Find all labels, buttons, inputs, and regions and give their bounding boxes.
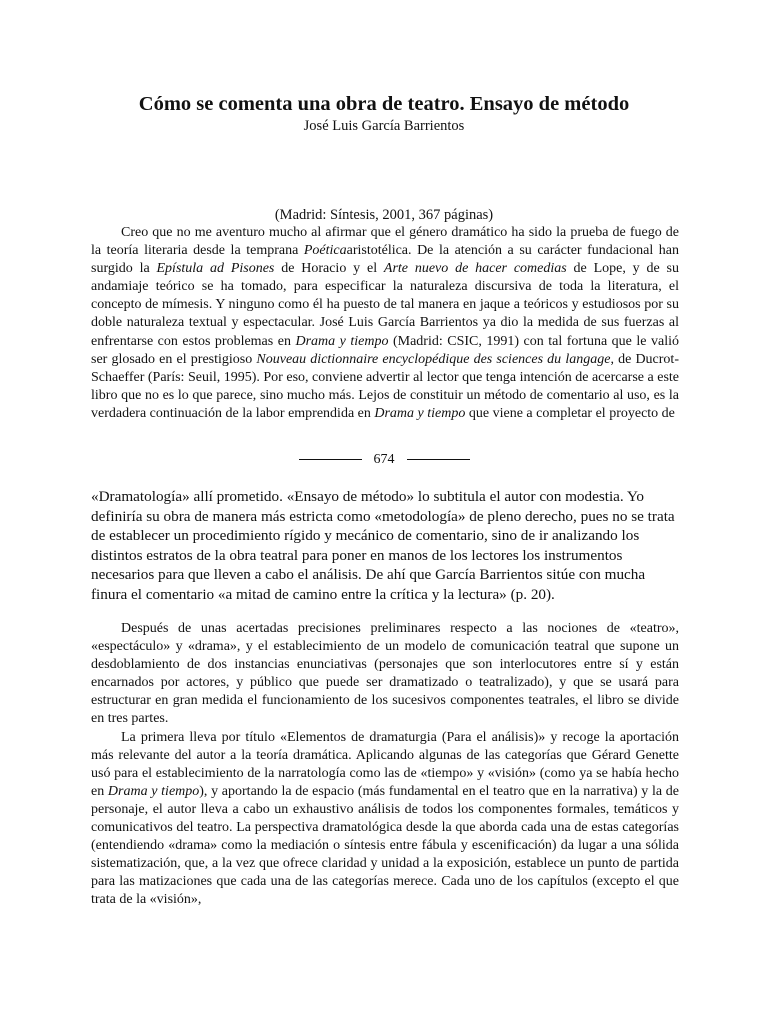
publication-info: (Madrid: Síntesis, 2001, 367 páginas) (274, 207, 494, 223)
paragraph-intro (91, 224, 679, 423)
italic-title: Arte nuevo de hacer comedias (383, 261, 567, 277)
author-name: José Luis García Barrientos (303, 118, 465, 134)
paragraph-4: La primera lleva por título «Elementos de dramaturgia (Para el análisis)» y recoge la aportación más relevante del autor a la teoría dramática. Aplicando algunas de las categorías que Gérard Genette usó para el establecimiento de la narratología como las de «tiempo» y «visión» (como ya se había hecho en Drama y tiempo), y aportando la de espacio (más fundamental en el teatro que en la narrativa) y la de personaje, el autor lleva a cabo un exhaustivo análisis de todos los componentes formales, temáticos y comunicativos del teatro. La perspectiva dramatológica desde la que aborda cada una de estas categorías (entendiendo «drama» como la mediación o síntesis entre fábula y escenificación) da lugar a una sólida sistematización, que, a la vez que ofrece claridad y unidad a la exposición, establece un punto de partida para las matizaciones que cada una de las categorías merece. Cada uno de los capítulos (excepto el que trata de la «visión», (91, 729, 679, 908)
paragraph-continuation (91, 487, 677, 605)
paragraph-body (91, 620, 679, 910)
paragraph-3: Después de unas acertadas precisiones preliminares respecto a las nociones de «teatro», «espectáculo» y «drama», y el establecimiento de un modelo de comunicación teatral que supone un desdoblamiento de dos instancias enunciativas (personajes que son interlocutores entre sí y están encarnados por actores, y público que puede ser dramatizado o teatralizado), y que se usará para estructurar en gran medida el funcionamiento de los sucesivos componentes teatrales, el libro se divide en tres partes. (91, 621, 679, 727)
paragraph-2: «Dramatología» allí prometido. «Ensayo de método» lo subtitula el autor con modestia. Yo definiría su obra de manera más estricta como «metodología» de pleno derecho, pues no se trata de establecer un procedimiento rígido y mecánico de comentario, sino de ir analizando los distintos estratos de la obra teatral para poner en manos de los lectores los instrumentos necesarios para que lleven a cabo el análisis. De ahí que García Barrientos sitúe con mucha finura el comentario «a mitad de camino entre la crítica y la lectura» (p. 20). (91, 488, 675, 603)
italic-title: Drama y tiempo (374, 405, 466, 421)
page-footer (0, 451, 768, 469)
italic-title: Drama y tiempo (107, 783, 200, 799)
footer-rule-left (299, 459, 362, 460)
footer-rule-right (407, 459, 470, 460)
italic-title: Poética (303, 243, 347, 259)
paragraph-1: Creo que no me aventuro mucho al afirmar que el género dramático ha sido la prueba de fuego de la teoría literaria desde la temprana Poéticaaristotélica. De la atención a su carácter fundacional han surgido la Epístula ad Pisones de Horacio y el Arte nuevo de hacer comedias de Lope, y de su andamiaje teórico se ha tomado, para especificar la naturaleza discursiva de toda la literatura, el concepto de mímesis. Y ninguno como él ha puesto de tal manera en jaque a teóricos y estudiosos por su doble naturaleza textual y espectacular. José Luis García Barrientos ya dio la medida de sus fuerzas al enfrentarse con estos problemas en Drama y tiempo (Madrid: CSIC, 1991) con tal fortuna que le valió ser glosado en el prestigioso Nouveau dictionnaire encyclopédique des sciences du langage, de Ducrot-Schaeffer (París: Seuil, 1995). Por eso, conviene advertir al lector que tenga intención de acercarse a este libro que no es lo que parece, sino mucho más. Lejos de constituir un método de comentario al uso, es la verdadera continuación de la labor emprendida en Drama y tiempo que viene a completar el proyecto de (91, 225, 679, 421)
italic-title: Nouveau dictionnaire encyclopédique des sciences du langage (256, 351, 611, 367)
italic-title: Epístula ad Pisones (156, 261, 275, 277)
document-title: Cómo se comenta una obra de teatro. Ensayo de método (138, 93, 630, 115)
page-number: 674 (373, 452, 395, 467)
italic-title: Drama y tiempo (295, 333, 389, 349)
